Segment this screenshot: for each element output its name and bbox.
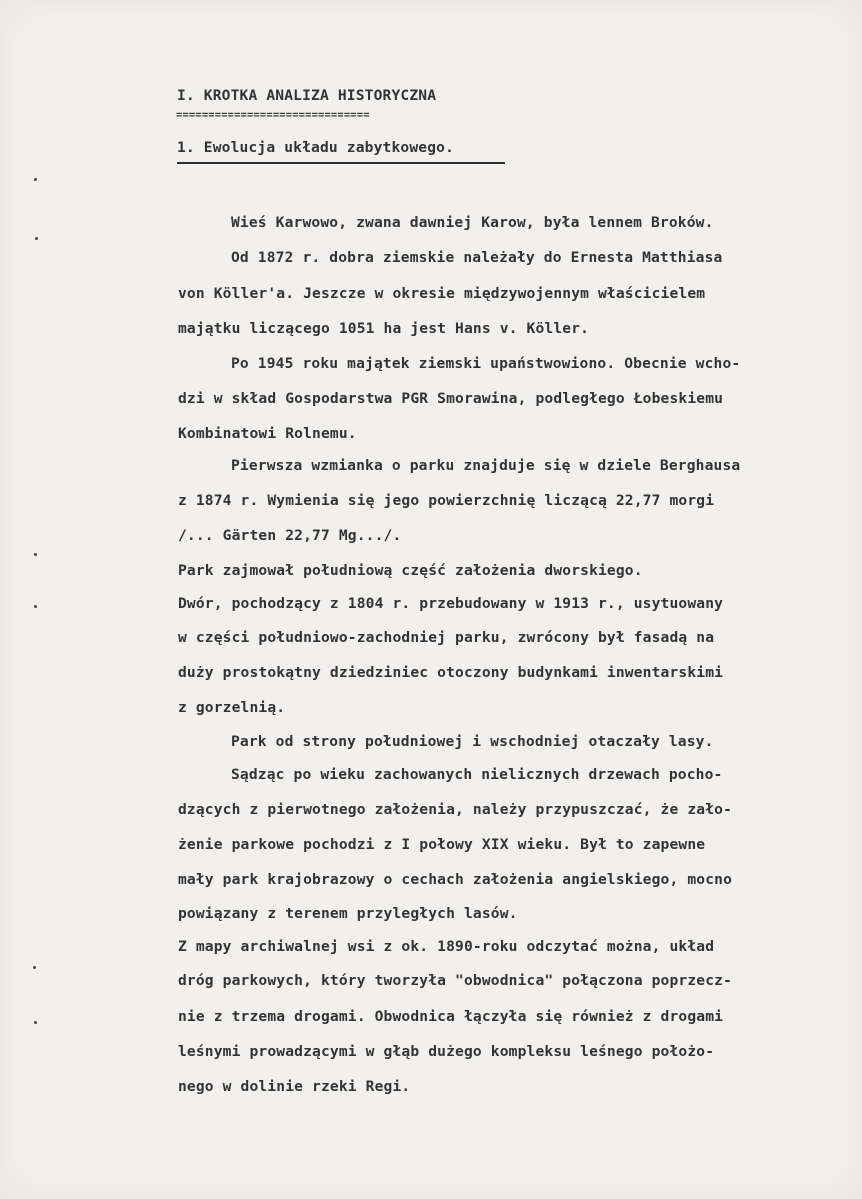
margin-mark <box>33 966 36 969</box>
section-heading: 1. Ewolucja układu zabytkowego. <box>177 139 455 156</box>
body-line: Park od strony południowej i wschodniej otaczały lasy. <box>231 733 714 750</box>
body-line: dzących z pierwotnego założenia, należy przypuszczać, że zało- <box>178 801 733 818</box>
body-line: Pierwsza wzmianka o parku znajduje się w dziele Berghausa <box>231 457 741 474</box>
body-line: Park zajmował południową część założenia dworskiego. <box>178 562 643 579</box>
body-line: z gorzelnią. <box>178 699 286 716</box>
body-line: /... Gärten 22,77 Mg.../. <box>178 527 402 544</box>
body-line: leśnymi prowadzącymi w głąb dużego kompleksu leśnego położo- <box>178 1043 715 1060</box>
body-line: von Köller'a. Jeszcze w okresie międzywojennym właścicielem <box>178 285 706 302</box>
body-line: Po 1945 roku majątek ziemski upaństwowiono. Obecnie wcho- <box>231 355 741 372</box>
body-line: Dwór, pochodzący z 1804 r. przebudowany w 1913 r., usytuowany <box>178 595 724 612</box>
body-line: mały park krajobrazowy o cechach założenia angielskiego, mocno <box>178 871 733 888</box>
section-heading-underline <box>177 162 505 164</box>
body-line: powiązany z terenem przyległych lasów. <box>178 905 518 922</box>
body-line: nego w dolinie rzeki Regi. <box>178 1078 411 1095</box>
margin-mark <box>35 237 38 240</box>
body-line: z 1874 r. Wymienia się jego powierzchnię liczącą 22,77 morgi <box>178 492 715 509</box>
body-line: Kombinatowi Rolnemu. <box>178 425 357 442</box>
margin-mark <box>34 1021 37 1024</box>
margin-mark <box>34 605 37 608</box>
body-line: majątku liczącego 1051 ha jest Hans v. Köller. <box>178 320 590 337</box>
body-line: Od 1872 r. dobra ziemskie należały do Ernesta Matthiasa <box>231 249 723 266</box>
margin-mark <box>34 553 37 556</box>
margin-mark <box>34 178 37 181</box>
body-line: dzi w skład Gospodarstwa PGR Smorawina, podległego Łobeskiemu <box>178 390 724 407</box>
body-line: w części południowo-zachodniej parku, zwrócony był fasadą na <box>178 629 715 646</box>
body-line: Z mapy archiwalnej wsi z ok. 1890-roku odczytać można, układ <box>178 938 715 955</box>
body-line: Sądząc po wieku zachowanych nielicznych drzewach pocho- <box>231 766 723 783</box>
chapter-heading: I. KROTKA ANALIZA HISTORYCZNA <box>177 87 437 104</box>
body-line: żenie parkowe pochodzi z I połowy XIX wieku. Był to zapewne <box>178 836 706 853</box>
body-line: nie z trzema drogami. Obwodnica łączyła się również z drogami <box>178 1008 724 1025</box>
body-line: Wieś Karwowo, zwana dawniej Karow, była lennem Broków. <box>231 214 714 231</box>
body-line: dróg parkowych, który tworzyła "obwodnica" połączona poprzecz- <box>178 972 733 989</box>
body-line: duży prostokątny dziedziniec otoczony budynkami inwentarskimi <box>178 664 724 681</box>
chapter-heading-double-rule: ============================== <box>176 109 370 121</box>
